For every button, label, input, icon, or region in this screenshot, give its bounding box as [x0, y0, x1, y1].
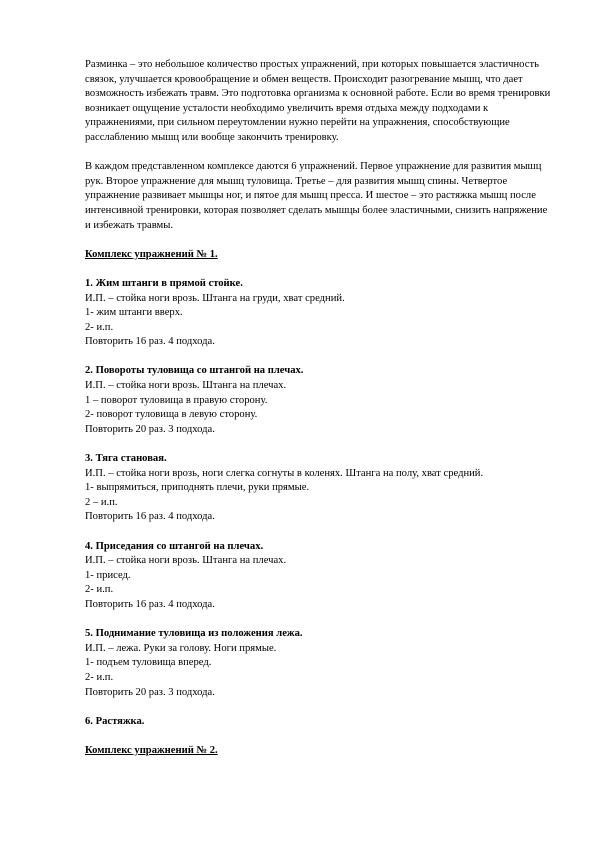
exercise-line: 2 – и.п.	[85, 496, 118, 508]
exercise-line: Повторить 16 раз. 4 подхода.	[85, 511, 215, 523]
exercise-line: И.П. – стойка ноги врозь. Штанга на плечах.	[85, 555, 287, 567]
exercise-6	[85, 715, 553, 730]
exercise-2	[85, 364, 553, 437]
complex-2-heading: Комплекс упражнений № 2.	[85, 744, 218, 756]
exercise-line: И.П. – стойка ноги врозь. Штанга на груди, хват средний.	[85, 292, 345, 304]
text-column	[85, 58, 553, 759]
exercise-line: И.П. – стойка ноги врозь, ноги слегка согнуты в коленях. Штанга на полу, хват средний.	[85, 467, 484, 479]
complex-1-heading: Комплекс упражнений № 1.	[85, 248, 218, 260]
exercise-title: 2. Повороты туловища со штангой на плечах.	[85, 365, 304, 377]
exercise-5	[85, 627, 553, 700]
exercise-line: 2- и.п.	[85, 584, 114, 596]
intro-paragraph-1: Разминка – это небольшое количество простых упражнений, при которых повышается эластичность связок, улучшается кровообращение и обмен веществ. Происходит разогревание мышц, что дает возможность избежать травм. Это подготовка организма к основной работе. Если во время тренировки возникает ощущение усталости необходимо увеличить время отдыха между подходами к упражнениями, при сильном переутомлении нужно перейти на упражнения, способствующие расслаблению мышц или вообще закончить тренировку.	[85, 59, 551, 143]
exercise-title: 5. Поднимание туловища из положения лежа.	[85, 628, 303, 640]
exercise-title: 6. Растяжка.	[85, 715, 145, 727]
complex-2-heading-block	[85, 744, 553, 759]
complex-1-heading-block	[85, 248, 553, 263]
exercise-3	[85, 452, 553, 525]
exercise-line: 2- и.п.	[85, 321, 114, 333]
exercise-line: 1- выпрямиться, приподнять плечи, руки прямые.	[85, 482, 310, 494]
exercise-title: 4. Приседания со штангой на плечах.	[85, 540, 264, 552]
exercise-4	[85, 540, 553, 613]
exercise-line: 2- и.п.	[85, 671, 114, 683]
exercise-title: 1. Жим штанги в прямой стойке.	[85, 277, 243, 289]
exercise-line: 1 – поворот туловища в правую сторону.	[85, 394, 268, 406]
exercise-title: 3. Тяга становая.	[85, 453, 167, 465]
exercise-line: 2- поворот туловища в левую сторону.	[85, 409, 258, 421]
intro-paragraph-2: В каждом представленном комплексе даются 6 упражнений. Первое упражнение для развития мышц рук. Второе упражнение для мышц туловища. Третье – для развития мышц спины. Четвертое упражнение развивает мышцы ног, и пятое для мышц пресса. И шестое – это растяжка мышц после интенсивной тренировки, которая позволяет сделать мышцы более эластичными, снизить напряжение и избежать травмы.	[85, 161, 548, 231]
exercise-line: И.П. – лежа. Руки за голову. Ноги прямые.	[85, 642, 277, 654]
exercise-line: 1- присед.	[85, 569, 131, 581]
exercise-line: Повторить 16 раз. 4 подхода.	[85, 598, 215, 610]
exercise-line: Повторить 20 раз. 3 подхода.	[85, 686, 215, 698]
exercise-line: 1- жим штанги вверх.	[85, 307, 183, 319]
exercise-line: И.П. – стойка ноги врозь. Штанга на плечах.	[85, 380, 287, 392]
exercise-line: 1- подъем туловища вперед.	[85, 657, 212, 669]
exercise-1	[85, 277, 553, 350]
exercise-line: Повторить 16 раз. 4 подхода.	[85, 336, 215, 348]
exercise-line: Повторить 20 раз. 3 подхода.	[85, 423, 215, 435]
